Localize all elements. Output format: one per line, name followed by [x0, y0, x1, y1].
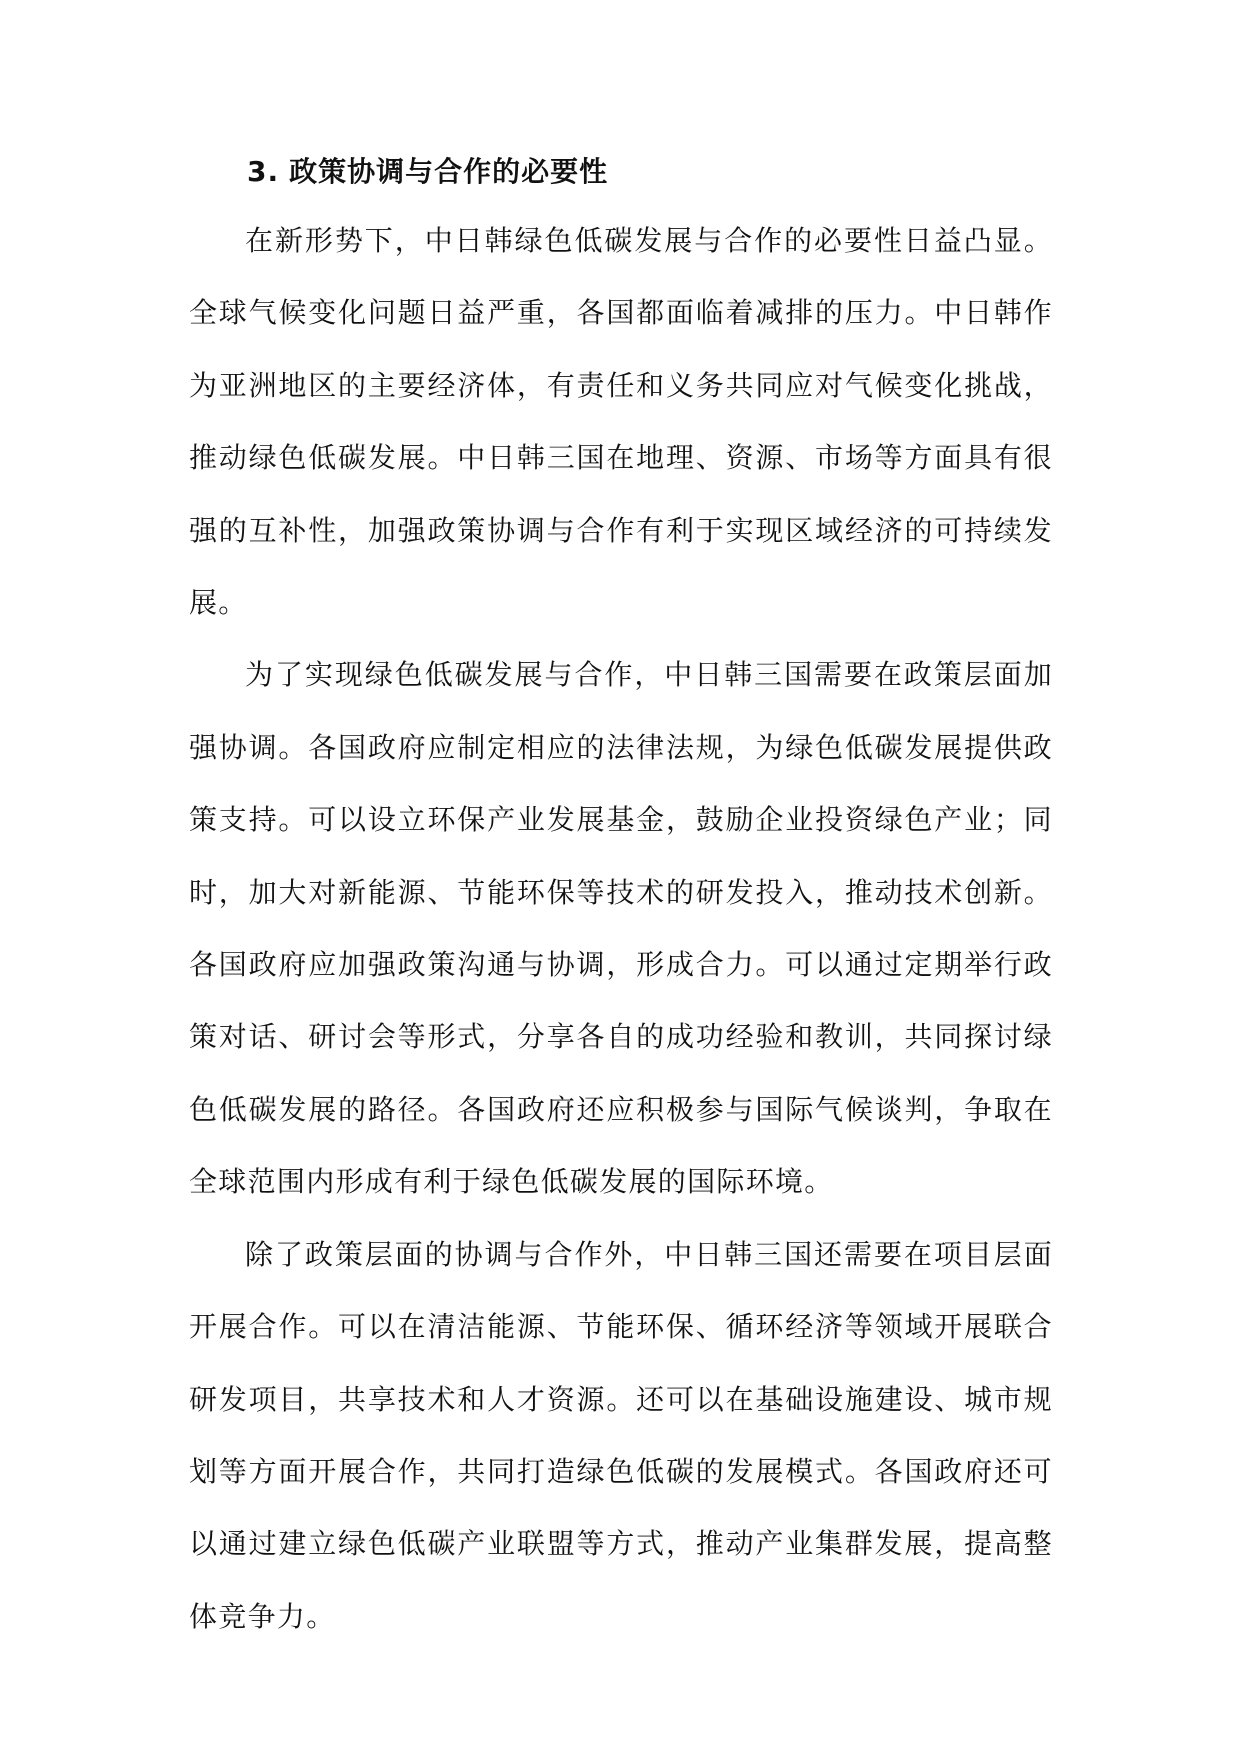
paragraph: 除了政策层面的协调与合作外，中日韩三国还需要在项目层面开展合作。可以在清洁能源、节能环保、循环经济等领域开展联合研发项目，共享技术和人才资源。还可以在基础设施建设、城市规划等方面开展合作，共同打造绿色低碳的发展模式。各国政府还可以通过建立绿色低碳产业联盟等方式，推动产业集群发展，提高整体竞争力。 [189, 1237, 1053, 1633]
page-content [189, 152, 1053, 1653]
section-title: 政策协调与合作的必要性 [289, 155, 609, 188]
paragraph: 为了实现绿色低碳发展与合作，中日韩三国需要在政策层面加强协调。各国政府应制定相应的法律法规，为绿色低碳发展提供政策支持。可以设立环保产业发展基金，鼓励企业投资绿色产业；同时，加大对新能源、节能环保等技术的研发投入，推动技术创新。各国政府应加强政策沟通与协调，形成合力。可以通过定期举行政策对话、研讨会等形式，分享各自的成功经验和教训，共同探讨绿色低碳发展的路径。各国政府还应积极参与国际气候谈判，争取在全球范围内形成有利于绿色低碳发展的国际环境。 [189, 658, 1053, 1199]
section-heading [247, 152, 1053, 192]
paragraph: 在新形势下，中日韩绿色低碳发展与合作的必要性日益凸显。全球气候变化问题日益严重，各国都面临着减排的压力。中日韩作为亚洲地区的主要经济体，有责任和义务共同应对气候变化挑战，推动绿色低碳发展。中日韩三国在地理、资源、市场等方面具有很强的互补性，加强政策协调与合作有利于实现区域经济的可持续发展。 [189, 224, 1053, 620]
section-number: 3. [247, 155, 280, 188]
